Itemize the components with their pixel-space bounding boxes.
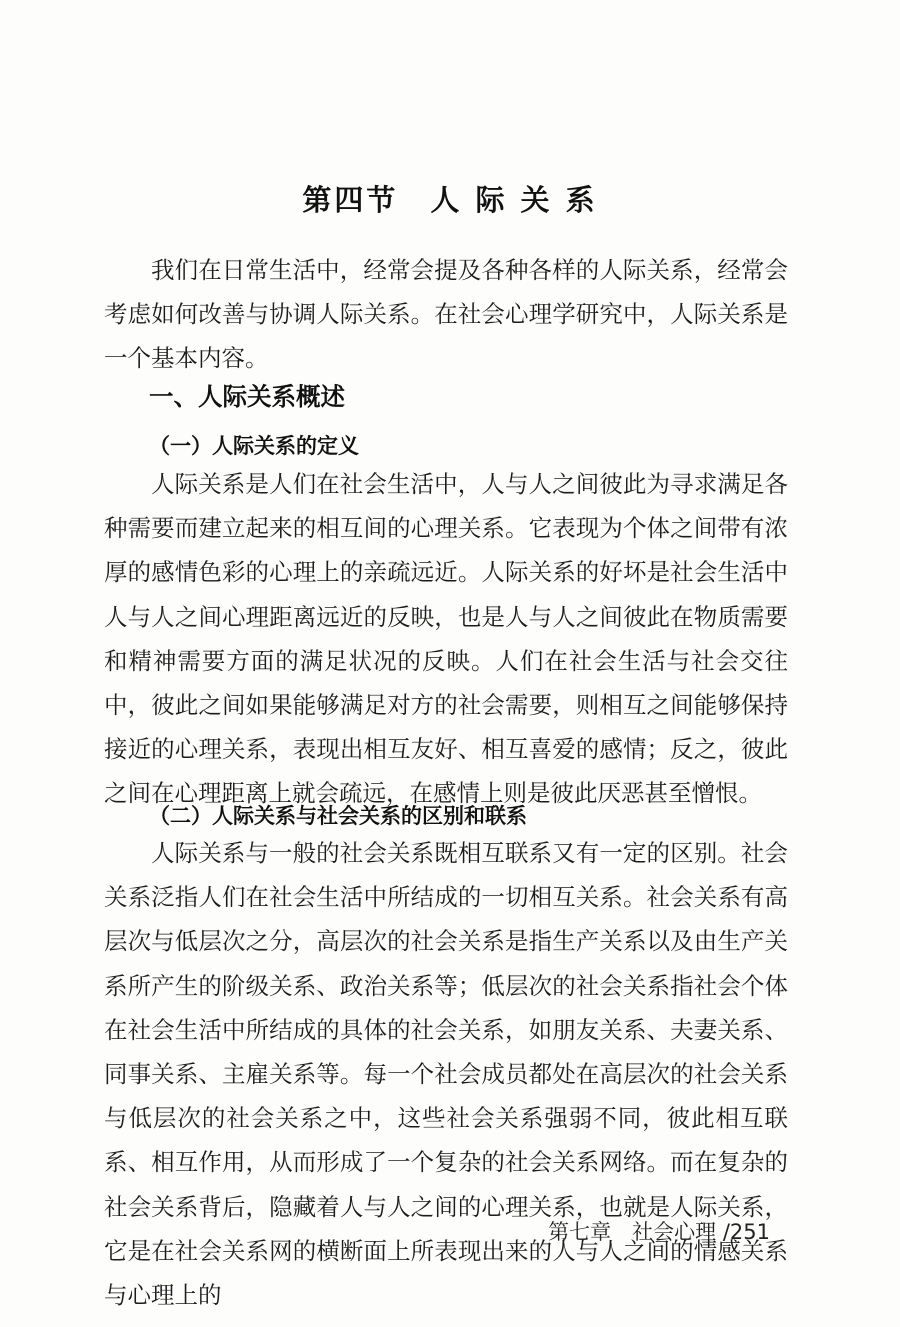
intro-paragraph: 我们在日常生活中，经常会提及各种各样的人际关系，经常会考虑如何改善与协调人际关系。在社会心理学研究中，人际关系是一个基本内容。 [104,256,788,373]
definition-block [104,462,788,816]
intro-block [104,248,788,381]
page-footer: 第七章 社会心理 /251 [548,1220,770,1244]
heading-overview: 一、人际关系概述 [149,382,345,411]
section-title: 第四节 人 际 关 系 [302,183,598,217]
definition-paragraph: 人际关系是人们在社会生活中，人与人之间彼此为寻求满足各种需要而建立起来的相互间的心理关系。它表现为个体之间带有浓厚的感情色彩的心理上的亲疏远近。人际关系的好坏是社会生活中人与人之间心理距离远近的反映，也是人与人之间彼此在物质需要和精神需要方面的满足状况的反映。人们在社会生活与社会交往中，彼此之间如果能够满足对方的社会需要，则相互之间能够保持接近的心理关系，表现出相互友好、相互喜爱的感情；反之，彼此之间在心理距离上就会疏远，在感情上则是彼此厌恶甚至憎恨。 [104,470,788,808]
subheading-definition: （一）人际关系的定义 [149,434,359,458]
distinction-paragraph: 人际关系与一般的社会关系既相互联系又有一定的区别。社会关系泛指人们在社会生活中所结成的一切相互关系。社会关系有高层次与低层次之分，高层次的社会关系是指生产关系以及由生产关系所产生的阶级关系、政治关系等；低层次的社会关系指社会个体在社会生活中所结成的具体的社会关系，如朋友关系、夫妻关系、同事关系、主雇关系等。每一个社会成员都处在高层次的社会关系与低层次的社会关系之中，这些社会关系强弱不同，彼此相互联系、相互作用，从而形成了一个复杂的社会关系网络。而在复杂的社会关系背后，隐藏着人与人之间的心理关系，也就是人际关系，它是在社会关系网的横断面上所表现出来的人与人之间的情感关系与心理上的 [104,839,788,1310]
subheading-distinction: （二）人际关系与社会关系的区别和联系 [149,804,527,828]
